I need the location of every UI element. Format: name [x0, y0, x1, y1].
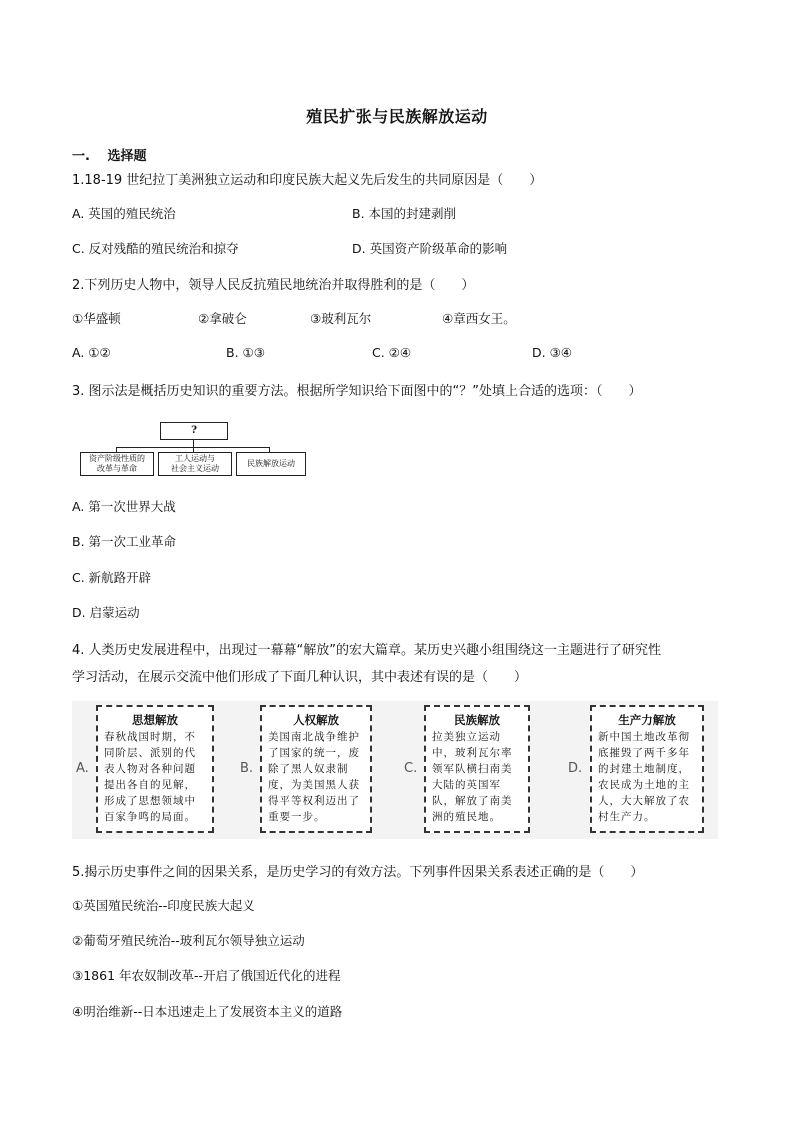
q1-option-d[interactable]: D. 英国资产阶级革命的影响 — [352, 241, 508, 256]
q4-card-a[interactable] — [96, 705, 214, 833]
q2-item-3: ③玻利瓦尔 — [310, 311, 372, 326]
q4-card-d-title: 生产力解放 — [618, 713, 676, 727]
diagram-middle-line1: 工人运动与 — [175, 454, 215, 463]
diagram-right-box — [236, 452, 306, 476]
q1-option-b[interactable]: B. 本国的封建剥削 — [352, 206, 457, 221]
q4-card-a-letter[interactable]: A. — [76, 761, 89, 776]
question-4-stem-line2: 学习活动，在展示交流中他们形成了下面几种认识，其中表述有误的是（ ） — [72, 670, 528, 685]
q2-option-d[interactable]: D. ③④ — [532, 345, 572, 360]
q2-item-1: ①华盛顿 — [72, 311, 121, 326]
q4-card-c-letter[interactable]: C. — [404, 761, 418, 776]
q4-card-a-body: 春秋战国时期，不同阶层、派别的代表人物对各种问题提出各自的见解，形成了思想领域中百家争鸣的局面。 — [104, 731, 196, 823]
q2-item-4: ④章西女王。 — [442, 311, 516, 326]
q4-card-a-title: 思想解放 — [132, 713, 178, 727]
q2-option-b[interactable]: B. ①③ — [226, 345, 265, 360]
q2-option-c[interactable]: C. ②④ — [372, 345, 412, 360]
diagram-top-box — [160, 422, 228, 440]
q1-option-c[interactable]: C. 反对残酷的殖民统治和掠夺 — [72, 241, 239, 256]
question-2-stem: 2.下列历史人物中，领导人民反抗殖民地统治并取得胜利的是（ ） — [72, 278, 475, 293]
q4-card-b-letter[interactable]: B. — [240, 761, 254, 776]
q5-item-1: ①英国殖民统治--印度民族大起义 — [72, 898, 255, 913]
q4-card-b-title: 人权解放 — [293, 713, 339, 727]
q3-option-b[interactable]: B. 第一次工业革命 — [72, 534, 177, 549]
q5-item-4: ④明治维新--日本迅速走上了发展资本主义的道路 — [72, 1004, 343, 1019]
question-5-stem: 5.揭示历史事件之间的因果关系，是历史学习的有效方法。下列事件因果关系表述正确的是（ ） — [72, 865, 644, 880]
q4-card-c[interactable] — [424, 705, 530, 833]
q4-card-b[interactable] — [260, 705, 372, 833]
diagram-left-box — [80, 452, 154, 476]
q4-card-d-letter[interactable]: D. — [568, 761, 583, 776]
diagram-left-line1: 资产阶级性质的 — [89, 454, 145, 463]
q4-card-b-body: 美国南北战争维护了国家的统一，废除了黑人奴隶制度，为美国黑人获得平等权利迈出了重要一步。 — [268, 731, 360, 823]
q3-option-d[interactable]: D. 启蒙运动 — [72, 605, 140, 620]
q2-item-2: ②拿破仑 — [198, 311, 247, 326]
q5-item-2: ②葡萄牙殖民统治--玻利瓦尔领导独立运动 — [72, 933, 305, 948]
section-heading: 一. 选择题 — [72, 149, 147, 164]
diagram-middle-box — [158, 452, 232, 476]
question-4-stem-line1: 4. 人类历史发展进程中，出现过一幕幕“解放”的宏大篇章。某历史兴趣小组围绕这一主题进行了研究性 — [72, 643, 662, 658]
q4-card-d-body: 新中国土地改革彻底摧毁了两千多年的封建土地制度，农民成为土地的主人，大大解放了农村生产力。 — [598, 731, 690, 823]
q4-card-c-body: 拉美独立运动中，玻利瓦尔率领军队横扫南美大陆的英国军队，解放了南美洲的殖民地。 — [432, 731, 513, 823]
q3-option-a[interactable]: A. 第一次世界大战 — [72, 499, 176, 514]
diagram-top-label: ? — [191, 425, 197, 436]
diagram-left-line2: 改革与革命 — [97, 464, 137, 473]
q4-card-d[interactable] — [590, 705, 704, 833]
q5-item-3: ③1861 年农奴制改革--开启了俄国近代化的进程 — [72, 968, 341, 983]
q2-option-a[interactable]: A. ①② — [72, 345, 111, 360]
q1-option-a[interactable]: A. 英国的殖民统治 — [72, 206, 176, 221]
page-title: 殖民扩张与民族解放运动 — [306, 107, 488, 126]
question-1-stem: 1.18-19 世纪拉丁美洲独立运动和印度民族大起义先后发生的共同原因是（ ） — [72, 173, 543, 188]
q4-card-c-title: 民族解放 — [454, 713, 500, 727]
question-3-stem: 3. 图示法是概括历史知识的重要方法。根据所学知识给下面图中的“？”处填上合适的选项：（ ） — [72, 384, 642, 399]
q3-option-c[interactable]: C. 新航路开辟 — [72, 570, 152, 585]
diagram-middle-line2: 社会主义运动 — [171, 464, 219, 473]
diagram-right-label: 民族解放运动 — [247, 459, 295, 468]
